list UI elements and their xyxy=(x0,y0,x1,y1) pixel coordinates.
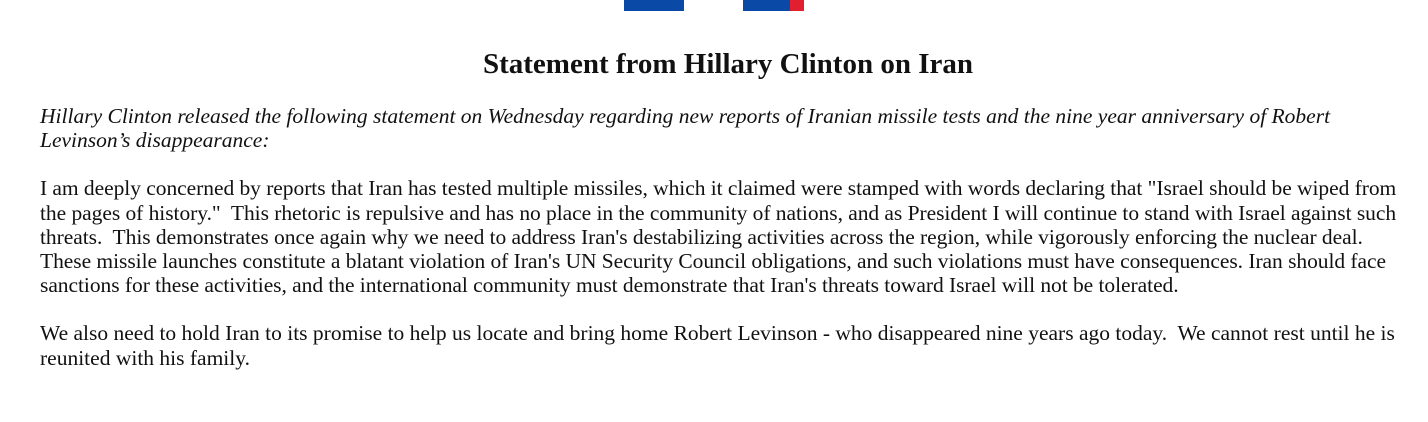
campaign-logo xyxy=(624,0,804,11)
statement-paragraph-2: We also need to hold Iran to its promise to help us locate and bring home Robert Levinson - who disappeared nine years ago today. We cannot rest until he is reunited with his family. xyxy=(40,321,1401,370)
logo-left-bar xyxy=(624,0,684,11)
logo-red-arrow xyxy=(790,0,804,11)
statement-paragraph-1: I am deeply concerned by reports that Iran has tested multiple missiles, which it claimed were stamped with words declaring that "Israel should be wiped from the pages of history." This rhetoric is repulsive and has no place in the community of nations, and as President I will continue to stand with Israel against such threats. This demonstrates once again why we need to address Iran's destabilizing activities across the region, while vigorously enforcing the nuclear deal. These missile launches constitute a blatant violation of Iran's UN Security Council obligations, and such violations must have consequences. Iran should face sanctions for these activities, and the international community must demonstrate that Iran's threats toward Israel will not be tolerated. xyxy=(40,176,1402,298)
statement-intro: Hillary Clinton released the following statement on Wednesday regarding new reports of Iranian missile tests and the nine year anniversary of Robert Levinson’s disappearance: xyxy=(40,104,1331,153)
logo-right-bar xyxy=(743,0,804,11)
statement-title: Statement from Hillary Clinton on Iran xyxy=(482,48,974,80)
statement-body xyxy=(40,104,1415,370)
